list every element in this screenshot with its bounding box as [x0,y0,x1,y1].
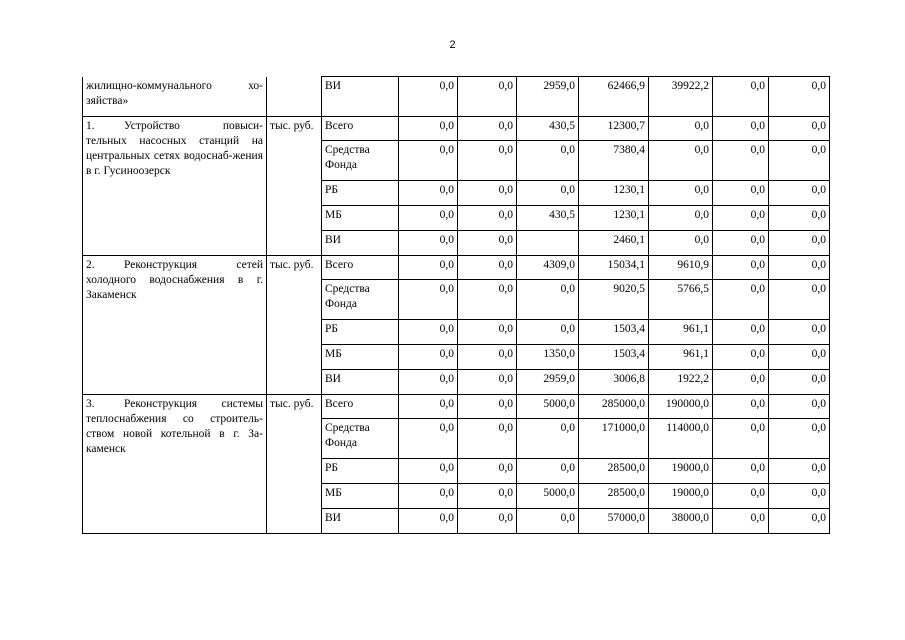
value-cell: 5766,5 [649,280,713,320]
value-cell: 1230,1 [579,181,649,206]
project-name: Реконструкция сетей холодного водоснабжения в г. Закаменск [86,259,263,301]
value-cell: 0,0 [769,206,830,231]
value-cell: 0,0 [458,181,517,206]
value-cell: 0,0 [713,370,769,395]
page-number: 2 [449,39,456,51]
value-cell: 0,0 [399,141,458,181]
value-cell: 0,0 [458,141,517,181]
source-cell: МБ [322,206,399,231]
value-cell: 1230,1 [579,206,649,231]
value-cell: 0,0 [713,484,769,509]
value-cell: 0,0 [713,395,769,419]
value-cell: 0,0 [769,419,830,459]
value-cell: 0,0 [458,320,517,345]
value-cell: 0,0 [458,77,517,117]
project-name-cell [83,117,267,256]
value-cell: 0,0 [399,484,458,509]
value-cell: 0,0 [458,370,517,395]
value-cell: 961,1 [649,320,713,345]
value-cell: 0,0 [517,320,579,345]
value-cell: 62466,9 [579,77,649,117]
value-cell: 0,0 [458,206,517,231]
value-cell: 19000,0 [649,459,713,484]
value-cell: 0,0 [713,181,769,206]
value-cell: 0,0 [458,256,517,280]
value-cell: 0,0 [399,117,458,141]
intro-unit [267,77,322,117]
value-cell: 0,0 [769,77,830,117]
financing-table [82,76,830,534]
value-cell: 0,0 [649,141,713,181]
source-cell: Средства Фонда [322,419,399,459]
value-cell: 0,0 [399,459,458,484]
value-cell: 285000,0 [579,395,649,419]
value-cell: 0,0 [458,459,517,484]
value-cell: 1503,4 [579,320,649,345]
value-cell: 28500,0 [579,459,649,484]
value-cell: 0,0 [458,395,517,419]
value-cell: 0,0 [649,206,713,231]
value-cell: 5000,0 [517,395,579,419]
value-cell: 0,0 [769,117,830,141]
value-cell: 0,0 [649,181,713,206]
table-row [83,395,830,419]
value-cell: 0,0 [649,117,713,141]
value-cell: 0,0 [399,280,458,320]
source-cell: МБ [322,345,399,370]
source-cell: РБ [322,459,399,484]
project-index: 2. [86,259,95,271]
value-cell: 0,0 [649,231,713,256]
value-cell: 0,0 [517,280,579,320]
value-cell: 114000,0 [649,419,713,459]
value-cell: 0,0 [769,320,830,345]
value-cell: 0,0 [458,509,517,534]
value-cell: 0,0 [769,256,830,280]
unit-cell: тыс. руб. [267,256,322,395]
value-cell: 3006,8 [579,370,649,395]
value-cell: 2460,1 [579,231,649,256]
value-cell: 0,0 [769,231,830,256]
value-cell: 19000,0 [649,484,713,509]
value-cell: 0,0 [399,320,458,345]
value-cell: 0,0 [769,395,830,419]
value-cell: 0,0 [517,141,579,181]
value-cell: 0,0 [769,484,830,509]
value-cell: 0,0 [769,509,830,534]
value-cell: 0,0 [769,370,830,395]
value-cell: 39922,2 [649,77,713,117]
value-cell: 57000,0 [579,509,649,534]
table-row [83,256,830,280]
value-cell: 0,0 [713,509,769,534]
value-cell: 4309,0 [517,256,579,280]
source-cell: МБ [322,484,399,509]
value-cell: 28500,0 [579,484,649,509]
value-cell: 190000,0 [649,395,713,419]
value-cell: 15034,1 [579,256,649,280]
intro-name: жилищно-коммунального хо-зяйства» [83,77,267,117]
value-cell: 430,5 [517,117,579,141]
value-cell: 0,0 [399,345,458,370]
value-cell: 0,0 [713,459,769,484]
value-cell: 0,0 [399,231,458,256]
value-cell: 0,0 [399,395,458,419]
value-cell: 12300,7 [579,117,649,141]
project-name-cell [83,256,267,395]
value-cell: 0,0 [769,181,830,206]
value-cell: 961,1 [649,345,713,370]
value-cell: 0,0 [517,509,579,534]
value-cell: 2959,0 [517,370,579,395]
value-cell: 0,0 [399,77,458,117]
source-cell: РБ [322,181,399,206]
project-name-cell [83,395,267,534]
value-cell: 9610,9 [649,256,713,280]
value-cell: 38000,0 [649,509,713,534]
source-cell: Всего [322,395,399,419]
value-cell: 0,0 [713,117,769,141]
source-cell: Всего [322,256,399,280]
value-cell: 0,0 [458,117,517,141]
value-cell [517,231,579,256]
value-cell: 0,0 [769,459,830,484]
value-cell: 0,0 [458,484,517,509]
value-cell: 1503,4 [579,345,649,370]
source-cell: Средства Фонда [322,280,399,320]
source-cell: РБ [322,320,399,345]
table-row [83,77,830,117]
project-index: 1. [86,120,95,132]
value-cell: 0,0 [399,509,458,534]
source-cell: ВИ [322,509,399,534]
value-cell: 0,0 [713,280,769,320]
value-cell: 0,0 [713,77,769,117]
value-cell: 0,0 [713,256,769,280]
value-cell: 0,0 [769,345,830,370]
source-cell: ВИ [322,77,399,117]
project-name: Реконструкция системы теплоснабжения со строитель-ством новой котельной в г. За-каменск [86,398,263,455]
value-cell: 0,0 [713,419,769,459]
source-cell: ВИ [322,231,399,256]
value-cell: 0,0 [713,206,769,231]
value-cell: 0,0 [713,141,769,181]
value-cell: 0,0 [517,419,579,459]
value-cell: 0,0 [769,141,830,181]
value-cell: 0,0 [458,280,517,320]
value-cell: 9020,5 [579,280,649,320]
value-cell: 5000,0 [517,484,579,509]
table-row [83,117,830,141]
unit-cell: тыс. руб. [267,395,322,534]
value-cell: 0,0 [399,419,458,459]
source-cell: Средства Фонда [322,141,399,181]
value-cell: 1922,2 [649,370,713,395]
value-cell: 0,0 [458,419,517,459]
value-cell: 0,0 [458,345,517,370]
value-cell: 7380,4 [579,141,649,181]
value-cell: 430,5 [517,206,579,231]
value-cell: 171000,0 [579,419,649,459]
value-cell: 0,0 [399,370,458,395]
unit-cell: тыс. руб. [267,117,322,256]
value-cell: 0,0 [399,181,458,206]
value-cell: 0,0 [517,459,579,484]
value-cell: 0,0 [458,231,517,256]
project-name: Устройство повыси-тельных насосных станций на центральных сетях водоснаб-жения в г. Гусиноозерск [86,120,263,177]
value-cell: 0,0 [399,206,458,231]
source-cell: Всего [322,117,399,141]
value-cell: 0,0 [713,231,769,256]
value-cell: 0,0 [713,320,769,345]
project-index: 3. [86,398,95,410]
value-cell: 0,0 [713,345,769,370]
value-cell: 0,0 [399,256,458,280]
value-cell: 1350,0 [517,345,579,370]
value-cell: 2959,0 [517,77,579,117]
source-cell: ВИ [322,370,399,395]
value-cell: 0,0 [517,181,579,206]
value-cell: 0,0 [769,280,830,320]
